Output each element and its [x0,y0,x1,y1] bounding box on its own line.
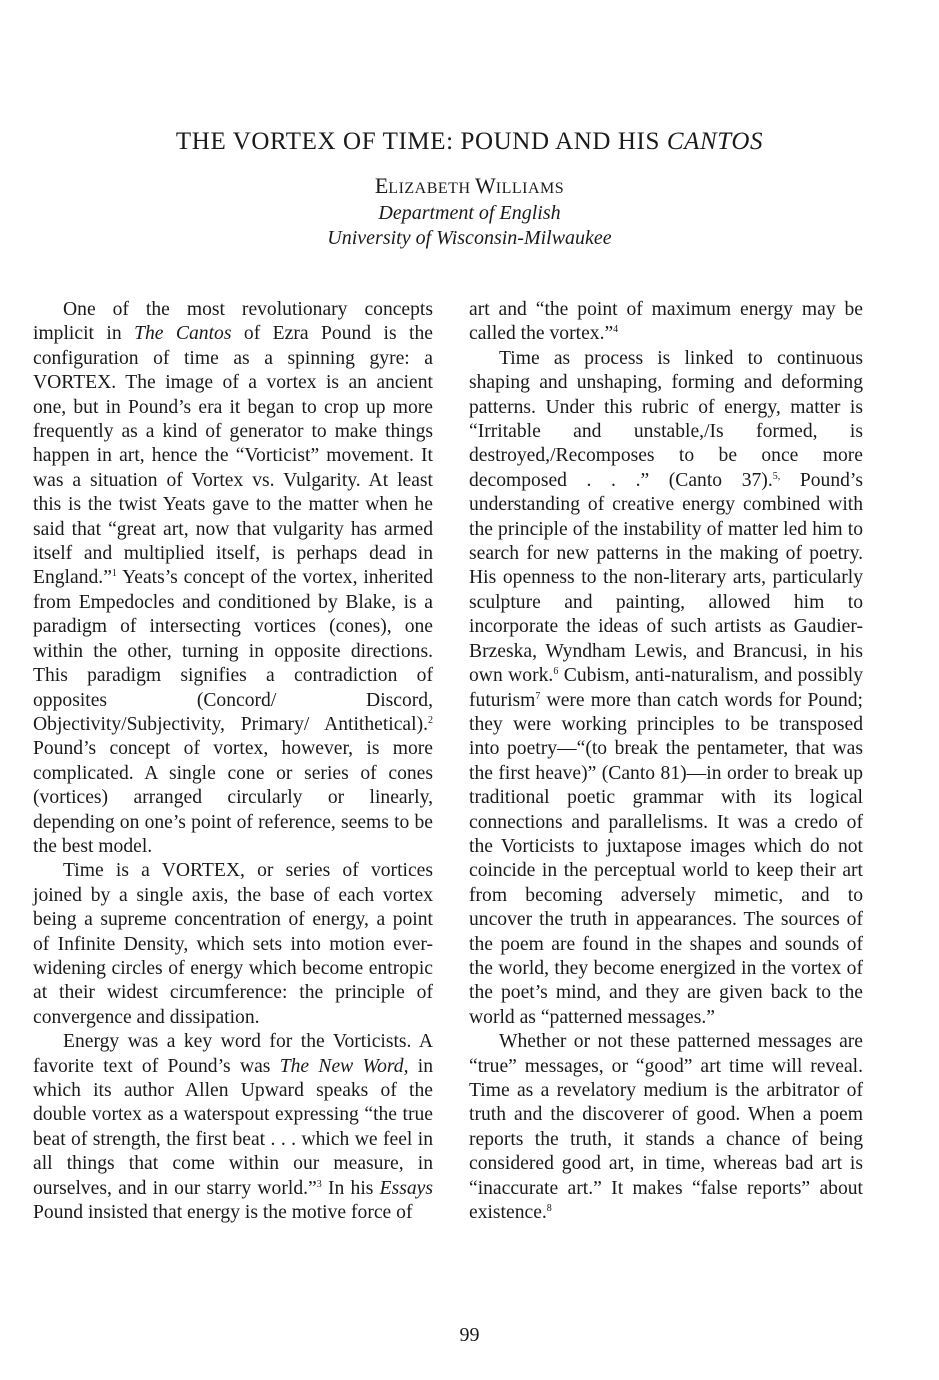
author-first-initial: E [374,173,389,198]
left-column [33,298,433,1225]
footnote-marker: 6 [553,666,559,678]
page-number: 99 [459,1324,480,1346]
author-university: University of Wisconsin-Milwaukee [327,227,612,249]
author-last-rest: ILLIAMS [495,180,565,197]
footnote-marker: 5, [772,470,781,482]
book-title: Essays [379,1177,433,1199]
footnote-marker: 3 [316,1178,322,1190]
book-title: The Cantos [134,323,232,345]
paragraph: Whether or not these patterned messages are “true” messages, or “good” art time will reveal. Time as a revelatory medium is the arbitrator of truth and the discoverer of good. When a poem reports the truth, it stands a chance of being considered good art, in time, whereas bad art is “inaccurate art.” It makes “false reports” about existence.$^8$ [469,1031,863,1224]
author-department: Department of English [378,202,561,224]
title-main: THE VORTEX OF TIME: POUND AND HIS [175,128,667,155]
paragraph: Time is a VORTEX, or series of vortices joined by a single axis, the base of each vortex being a supreme concentration of energy, a point of Infinite Density, which sets into motion ever-widening circles of energy which become entropic at their widest circumference: the principle of convergence and dissipation. [33,860,433,1028]
book-title: The New Word, [279,1055,409,1077]
right-column [469,298,863,1225]
author-last-initial: W [475,173,496,198]
footnote-marker: 1 [111,568,117,580]
article-header [0,124,939,251]
author-name [0,174,939,201]
footnote-marker: 8 [546,1203,552,1215]
paragraph: One of the most revolutionary concepts implicit in The Cantos of Ezra Pound is the configuration of time as a spinning gyre: a VORTEX. The image of a vortex is an ancient one, but in Pound’s era it began to crop up more frequently as a kind of generator to make things happen in art, hence the “Vorticist” movement. It was a situation of Vortex vs. Vulgarity. At least this is the twist Yeats gave to the matter when he said that “great art, now that vulgarity has armed itself and multiplied itself, is perhaps dead in England.”$^1$ Yeats’s concept of the vortex, inherited from Empedocles and conditioned by Blake, is a paradigm of intersecting vortices (cones), one within the other, turning in opposite directions. This paradigm signifies a contradiction of opposites (Concord/ Discord, Objectivity/Subjectivity, Primary/ Antithetical).$^2$ Pound’s concept of vortex, however, is more complicated. A single cone or series of cones (vortices) arranged circularly or linearly, depending on one’s point of reference, seems to be the best model. [33,299,433,857]
paragraph: Time as process is linked to continuous shaping and unshaping, forming and deforming patterns. Under this rubric of energy, matter is “Irritable and unstable,/Is formed, is destroyed,/Recomposes to be once more decomposed . . .” (Canto 37).$^{5,}$ Pound’s understanding of creative energy combined with the principle of the instability of matter led him to search for new patterns in the making of poetry. His openness to the non-literary arts, particularly sculpture and painting, allowed him to incorporate the ideas of such artists as Gaudier-Brzeska, Wyndham Lewis, and Brancusi, in his own work.$^6$ Cubism, anti-naturalism, and possibly futurism$^7$ were more than catch words for Pound; they were working principles to be transposed into poetry—“(to break the pentameter, that was the first heave)” (Canto 81)—in order to break up traditional poetic grammar with its logical connections and parallelisms. It was a credo of the Vorticists to juxtapose images which do not coincide in the perceptual world to keep their art from becoming adversely mimetic, and to uncover the truth in appearances. The sources of the poem are found in the shapes and sounds of the world, they become energized in the vortex of the poet’s mind, and they are given back to the world as “patterned messages.” [469,347,863,1028]
author-first-rest: LIZABETH [388,180,475,197]
footnote-marker: 7 [535,690,541,702]
footnote-marker: 2 [428,714,433,726]
article-title [0,124,939,160]
footnote-marker: 4 [613,324,619,336]
paragraph: Energy was a key word for the Vorticists. A favorite text of Pound’s was The New Word, in which its author Allen Upward speaks of the double vortex as a waterspout expressing “the true beat of strength, the first beat . . . which we feel in all things that come within our measure, in ourselves, and in our starry world.”$^3$ In his Essays Pound insisted that energy is the motive force of [33,1031,434,1224]
title-italic: CANTOS [666,128,764,155]
paragraph-continued: art and “the point of maximum energy may be called the vortex.”$^4$ [469,299,863,345]
